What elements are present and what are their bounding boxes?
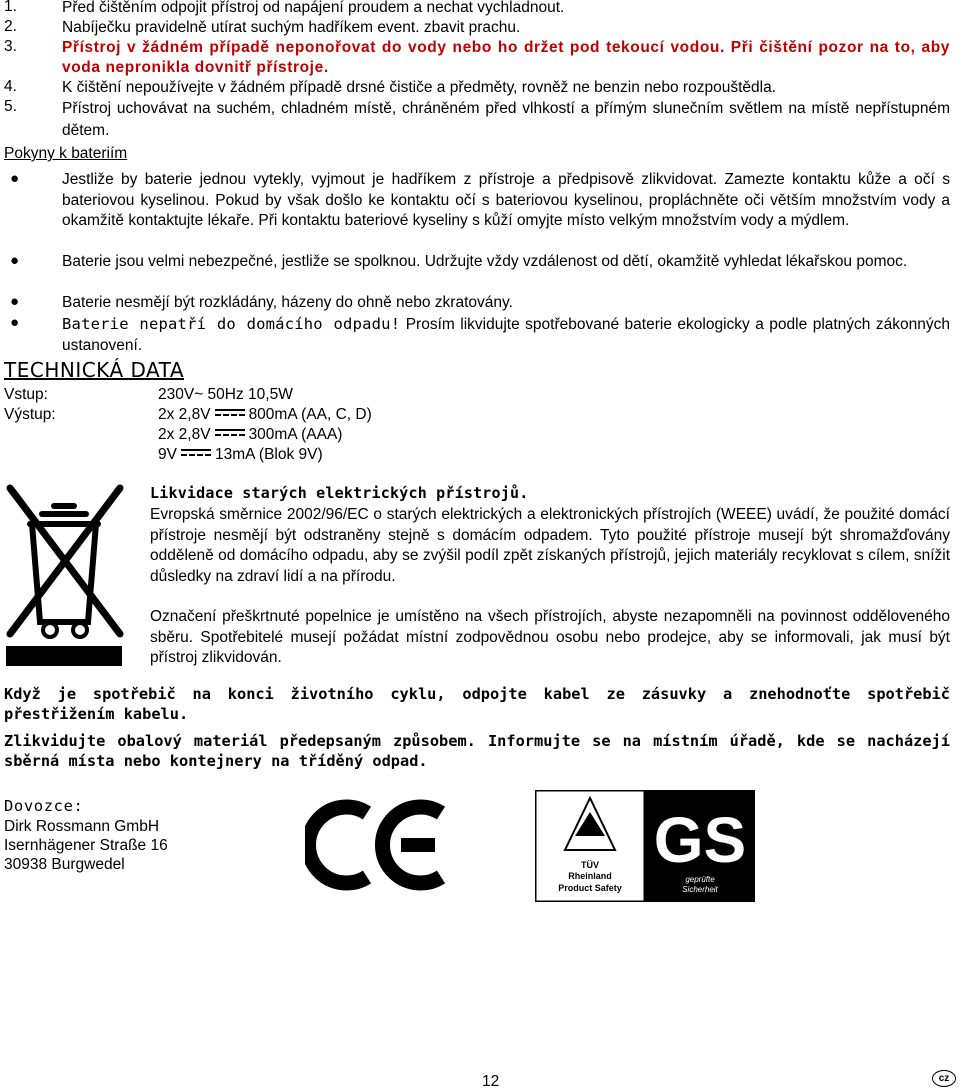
item-number: 4. [4, 78, 17, 95]
item-number: 2. [4, 18, 17, 35]
item-number: 1. [4, 0, 17, 15]
list-item-5 [0, 98, 960, 140]
tuv-gs-mark-icon [535, 790, 755, 902]
output-row [158, 406, 372, 424]
dc-symbol-icon [181, 449, 211, 459]
input-label: Vstup: [4, 386, 48, 403]
item-text: K čištění nepoužívejte v žádném případě drsné čističe a předměty, rovněž ne benzin nebo rozpouštědla. [62, 79, 776, 96]
list-item-3 [0, 38, 960, 80]
output-voltage: 2x 2,8V [158, 406, 211, 423]
bullet-text [62, 314, 950, 356]
item-text: Nabíječku pravidelně utírat suchým hadříkem event. zbavit prachu. [62, 19, 521, 36]
ce-mark-icon [305, 795, 455, 895]
importer-name: Dirk Rossmann GmbH [4, 818, 160, 835]
importer-city: 30938 Burgwedel [4, 856, 125, 873]
bullet-icon: ● [10, 293, 20, 310]
tech-data-heading: TECHNICKÁ DATA [4, 358, 185, 382]
weee-title: Likvidace starých elektrických přístrojů. [150, 484, 529, 502]
item-number: 3. [4, 38, 17, 55]
input-value: 230V~ 50Hz 10,5W [158, 386, 293, 403]
list-item-4 [0, 78, 960, 98]
tuv-rheinland-label: Rheinland [568, 871, 612, 881]
weee-paragraph-2: Označení přeškrtnuté popelnice je umístěno na všech přístrojích, abyste nezapomněli na povinnost odděloveného sběru. Spotřebitelé musejí požádat místní zodpovědnou osobu nebo prodejce, aby se informovali, jak musí být přístroj zlikvidován. [150, 608, 950, 666]
tuv-product-safety-label: Product Safety [558, 883, 622, 893]
page-number: 12 [482, 1073, 500, 1090]
output-row [158, 446, 323, 464]
tuv-label: TÜV [581, 860, 599, 870]
crossed-out-bin-icon [2, 484, 126, 670]
output-voltage: 9V [158, 446, 177, 463]
bullet-icon: ● [10, 314, 20, 331]
list-item-2 [0, 18, 960, 38]
gs-logo: GS [653, 804, 747, 876]
packaging-notice: Zlikvidujte obalový materiál předepsaným způsobem. Informujte se na místním úřadě, kde se nacházejí sběrná místa nebo kontejnery na tříděný odpad. [4, 732, 950, 770]
bullet-text: Jestliže by baterie jednou vytekly, vyjmout je hadříkem z přístroje a předpisově zlikvidovat. Zamezte kontaktu kůže a očí s bateriovou kyselinou. Pokud by však došlo ke kontaktu očí s bateriovou kyselinou, propláchněte oči větším množstvím vody a okamžitě kontaktujte lékaře. Při kontaktu bateriové kyseliny s kůží omyjte místo velkým množstvím vody a mýdlem. [62, 171, 950, 229]
output-voltage: 2x 2,8V [158, 426, 211, 443]
bullet-text: Baterie jsou velmi nebezpečné, jestliže se spolknou. Udržujte vždy vzdálenost od dětí, okamžitě vyhledat lékařskou pomoc. [62, 253, 908, 270]
warning-emphasis: Baterie nepatří do domácího odpadu! [62, 315, 401, 333]
language-badge: cz [932, 1070, 956, 1087]
output-current: 300mA (AAA) [248, 426, 343, 443]
item-text: Přístroj v žádném případě neponořovat do vody nebo ho držet pod tekoucí vodou. Při čištění pozor na to, aby voda nepronikla dovnitř přístroje. [62, 39, 950, 76]
output-current: 13mA (Blok 9V) [214, 446, 323, 463]
list-item-1 [0, 0, 960, 18]
importer-street: Isernhägener Straße 16 [4, 837, 168, 854]
gs-sicherheit-label: Sicherheit [682, 885, 718, 894]
output-row [158, 426, 342, 444]
warning-text: Prosím likvidujte spotřebované baterie ekologicky a podle platných zákonných ustanovení. [62, 316, 950, 354]
importer-label: Dovozce: [4, 797, 84, 815]
gs-geprufte-label: geprüfte [685, 875, 715, 884]
output-label: Výstup: [4, 406, 56, 423]
battery-heading: Pokyny k bateriím [4, 145, 128, 162]
disposal-notice: Když je spotřebič na konci životního cyklu, odpojte kabel ze zásuvky a znehodnoťte spotřebič přestřižením kabelu. [4, 685, 950, 723]
weee-paragraph-1: Evropská směrnice 2002/96/EC o starých elektrických a elektronických přístrojích (WEEE) uvádí, že použité domácí přístroje nesmějí být odstraněny stejně s domácím odpadem. Tyto použité přístroje musejí být shromažďovány odděleně od domácího odpadu, aby se zvýšil podíl zpět získaných přístrojů, jejich materiály recyklovat s cílem, snížit důsledky na zdraví lidí a na přírodu. [150, 506, 950, 585]
item-text: Před čištěním odpojit přístroj od napájení proudem a nechat vychladnout. [62, 0, 565, 16]
bullet-icon: ● [10, 170, 20, 187]
item-text: Přístroj uchovávat na suchém, chladném místě, chráněném před vlhkostí a přímým slunečním světlem na místě nepřístupném dětem. [62, 100, 950, 139]
bullet-text: Baterie nesmějí být rozkládány, házeny do ohně nebo zkratovány. [62, 294, 513, 311]
output-current: 800mA (AA, C, D) [248, 406, 372, 423]
item-number: 5. [4, 98, 17, 115]
dc-symbol-icon [215, 429, 245, 439]
bullet-icon: ● [10, 252, 20, 269]
dc-symbol-icon [215, 409, 245, 419]
